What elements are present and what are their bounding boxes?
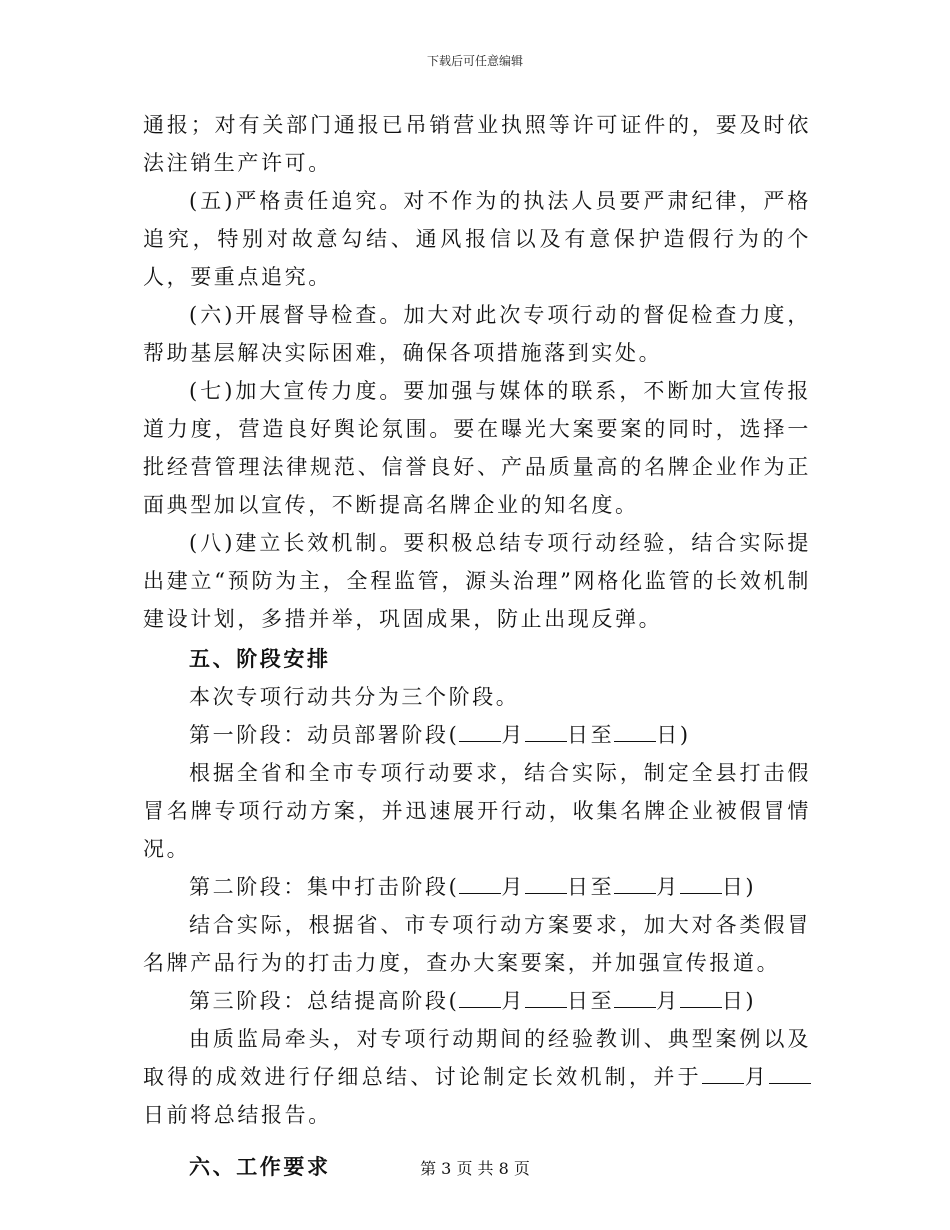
blank-field xyxy=(525,719,567,742)
stage-three-description: 由质监局牵头，对专项行动期间的经验教训、典型案例以及取得的成效进行仔细总结、讨论制定长效机制，并于 月日前将总结报告。 xyxy=(143,1027,811,1127)
stage-two-line: 第二阶段：集中打击阶段( 月 日至 月 日) xyxy=(143,868,811,906)
stages-intro: 本次专项行动共分为三个阶段。 xyxy=(189,685,520,709)
blank-field xyxy=(680,985,722,1008)
blank-field xyxy=(702,1061,744,1084)
blank-field xyxy=(614,719,656,742)
stage-three-line: 第三阶段：总结提高阶段( 月 日至 月 日) xyxy=(143,982,811,1020)
page-header: 下载后可任意编辑 xyxy=(426,54,523,68)
blank-field xyxy=(459,985,501,1008)
stage-two-description: 结合实际，根据省、市专项行动方案要求，加大对各类假冒名牌产品行为的打击力度，查办大案要案，并加强宣传报道。 xyxy=(143,913,811,975)
blank-field xyxy=(614,985,656,1008)
paragraph-long-term-mechanism: (八)建立长效机制。要积极总结专项行动经验，结合实际提出建立“预防为主，全程监管，源头治理”网格化监管的长效机制建设计划，多措并举，巩固成果，防止出现反弹。 xyxy=(143,531,811,631)
stage-one-description: 根据全省和全市专项行动要求，结合实际，制定全县打击假冒名牌专项行动方案，并迅速展开行动，收集名牌企业被假冒情况。 xyxy=(143,761,811,861)
blank-field xyxy=(769,1061,811,1084)
blank-field xyxy=(459,719,501,742)
paragraph-publicity: (七)加大宣传力度。要加强与媒体的联系，不断加大宣传报道力度，营造良好舆论氛围。要在曝光大案要案的同时，选择一批经营管理法律规范、信誉良好、产品质量高的名牌企业作为正面典型加以宣传，不断提高名牌企业的知名度。 xyxy=(143,379,811,517)
blank-field xyxy=(680,871,722,894)
blank-field xyxy=(459,871,501,894)
section-heading-requirements: 六、工作要求 xyxy=(189,1154,331,1179)
blank-field xyxy=(525,985,567,1008)
paragraph-notification: 通报；对有关部门通报已吊销营业执照等许可证件的，要及时依法注销生产许可。 xyxy=(143,113,811,175)
paragraph-accountability: (五)严格责任追究。对不作为的执法人员要严肃纪律，严格追究，特别对故意勾结、通风报信以及有意保护造假行为的个人，要重点追究。 xyxy=(143,189,811,289)
stage-one-line: 第一阶段：动员部署阶段( 月 日至 日) xyxy=(143,716,811,754)
blank-field xyxy=(614,871,656,894)
page-number: 第 3 页 共 8 页 xyxy=(420,1159,530,1178)
section-heading-stages: 五、阶段安排 xyxy=(189,646,331,671)
blank-field xyxy=(525,871,567,894)
paragraph-supervision: (六)开展督导检查。加大对此次专项行动的督促检查力度，帮助基层解决实际困难，确保各项措施落到实处。 xyxy=(143,303,811,365)
document-body xyxy=(143,106,811,1186)
